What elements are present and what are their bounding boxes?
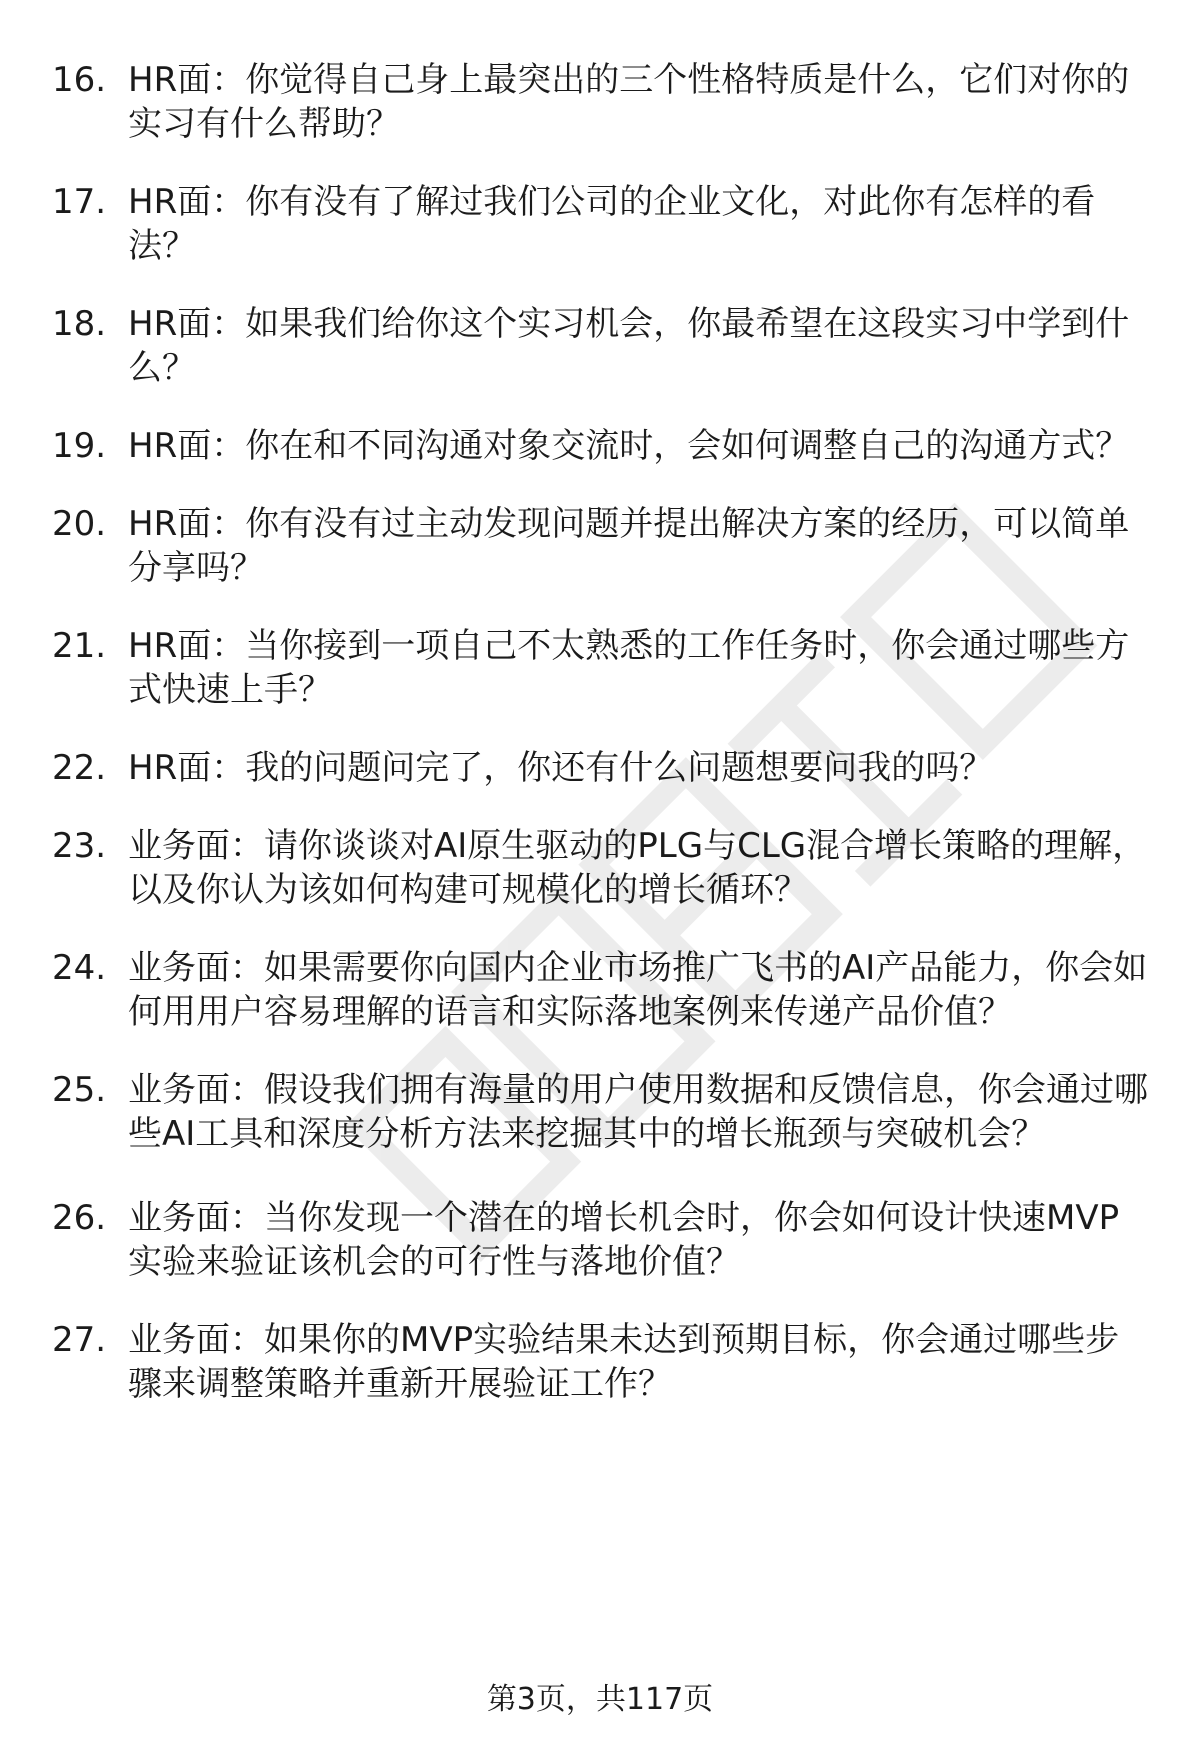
question-item: [52, 824, 1162, 912]
question-item: [52, 946, 1162, 1034]
question-text: 业务面：如果你的MVP实验结果未达到预期目标，你会通过哪些步骤来调整策略并重新开展验证工作？: [128, 1320, 1120, 1404]
question-text: 业务面：假设我们拥有海量的用户使用数据和反馈信息，你会通过哪些AI工具和深度分析方法来挖掘其中的增长瓶颈与突破机会？: [128, 1070, 1148, 1154]
question-number: 23.: [52, 826, 107, 866]
question-item: [52, 58, 1162, 146]
question-text: HR面：你有没有了解过我们公司的企业文化，对此你有怎样的看法？: [128, 182, 1096, 266]
page-footer: 第3页，共117页: [486, 1682, 714, 1717]
question-text: HR面：我的问题问完了，你还有什么问题想要问我的吗？: [128, 748, 994, 788]
question-number: 25.: [52, 1070, 107, 1110]
question-number: 22.: [52, 748, 107, 788]
question-item: [52, 624, 1162, 712]
question-number: 17.: [52, 182, 107, 222]
question-number: 27.: [52, 1320, 107, 1360]
question-item: [52, 302, 1162, 390]
question-item: [52, 1318, 1162, 1406]
question-number: 24.: [52, 948, 107, 988]
question-number: 20.: [52, 504, 107, 544]
question-number: 21.: [52, 626, 107, 666]
question-text: HR面：如果我们给你这个实习机会，你最希望在这段实习中学到什么？: [128, 304, 1130, 388]
question-item: [52, 1196, 1162, 1284]
question-item: [52, 746, 1162, 790]
question-text: 业务面：如果需要你向国内企业市场推广飞书的AI产品能力，你会如何用用户容易理解的语言和实际落地案例来传递产品价值？: [128, 948, 1148, 1032]
question-list: [52, 58, 1162, 1440]
question-item: [52, 1068, 1162, 1156]
question-number: 16.: [52, 60, 107, 100]
question-text: 业务面：请你谈谈对AI原生驱动的PLG与CLG混合增长策略的理解，以及你认为该如何构建可规模化的增长循环？: [128, 826, 1147, 910]
question-number: 18.: [52, 304, 107, 344]
question-text: 业务面：当你发现一个潜在的增长机会时，你会如何设计快速MVP实验来验证该机会的可行性与落地价值？: [128, 1198, 1120, 1282]
question-item: [52, 180, 1162, 268]
question-number: 19.: [52, 426, 107, 466]
question-text: HR面：你在和不同沟通对象交流时，会如何调整自己的沟通方式？: [128, 426, 1130, 466]
question-text: HR面：当你接到一项自己不太熟悉的工作任务时，你会通过哪些方式快速上手？: [128, 626, 1130, 710]
question-item: [52, 424, 1162, 468]
question-number: 26.: [52, 1198, 107, 1238]
question-item: [52, 502, 1162, 590]
question-text: HR面：你有没有过主动发现问题并提出解决方案的经历，可以简单分享吗？: [128, 504, 1130, 588]
question-text: HR面：你觉得自己身上最突出的三个性格特质是什么，它们对你的实习有什么帮助？: [128, 60, 1130, 144]
